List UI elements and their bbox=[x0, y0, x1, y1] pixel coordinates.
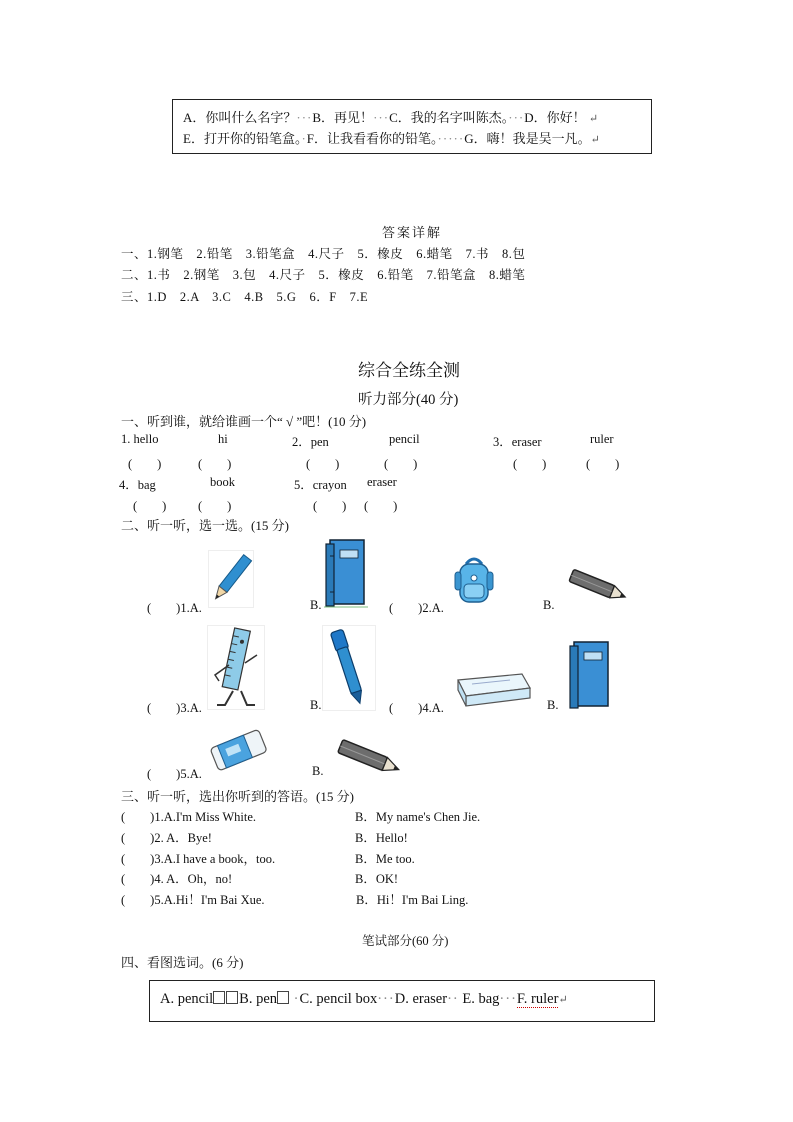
grey-pencil-icon bbox=[330, 736, 410, 780]
eraser-icon bbox=[207, 726, 271, 776]
option-a: A．你叫什么名字？ bbox=[183, 110, 297, 125]
q2-item-5-a[interactable]: ( )5.A. bbox=[147, 767, 202, 781]
pencil-icon bbox=[208, 550, 254, 608]
q1-blank[interactable]: ( ) bbox=[133, 499, 167, 513]
q1-word-pen: 2．pen bbox=[292, 435, 329, 449]
book-icon bbox=[566, 638, 614, 710]
q3-item-1-b[interactable]: B．My name's Chen Jie. bbox=[355, 810, 481, 824]
test-title: 综合全练全测 bbox=[358, 361, 460, 381]
q1-word-book: book bbox=[210, 475, 235, 489]
q3-item-3-b[interactable]: B．Me too. bbox=[355, 852, 415, 866]
q4-option-b: B. pen bbox=[239, 991, 278, 1007]
q4-option-c: C. pencil box bbox=[299, 991, 378, 1007]
q1-blank[interactable]: ( ) bbox=[198, 457, 232, 471]
q1-blank[interactable]: ( ) bbox=[513, 457, 547, 471]
q4-option-d: D. eraser bbox=[394, 991, 448, 1007]
q1-blank[interactable]: ( ) bbox=[306, 457, 340, 471]
q2-item-2-a[interactable]: ( )2.A. bbox=[389, 601, 444, 615]
q1-blank[interactable]: ( ) bbox=[586, 457, 620, 471]
q2-item-4-b[interactable]: B. bbox=[547, 698, 559, 712]
pencil-box-icon bbox=[450, 668, 534, 708]
written-title: 笔试部分(60 分) bbox=[362, 934, 449, 948]
q3-item-5-a[interactable]: ( )5.A.Hi！I'm Bai Xue. bbox=[121, 893, 265, 907]
q1-word-hi: hi bbox=[218, 432, 228, 446]
q2-item-1-a[interactable]: ( )1.A. bbox=[147, 601, 202, 615]
options-line-1: A．你叫什么名字？···B．再见！···C．我的名字叫陈杰。···D．你好！ ↵ bbox=[183, 110, 599, 125]
q4-options-line: A. pencil B. pen ·C. pencil box···D. eraser·· E. bag···F. ruler↵ bbox=[160, 991, 568, 1007]
q2-heading: 二、听一听，选一选。(15 分) bbox=[121, 518, 289, 533]
answers-row-3: 三、1.D 2.A 3.C 4.B 5.G 6．F 7.E bbox=[121, 290, 369, 304]
q1-word-eraser: 3．eraser bbox=[493, 435, 542, 449]
q1-blank[interactable]: ( ) bbox=[198, 499, 232, 513]
q3-item-2-b[interactable]: B．Hello! bbox=[355, 831, 408, 845]
answers-title: 答案详解 bbox=[382, 226, 443, 241]
q4-option-f: F. ruler bbox=[516, 991, 559, 1007]
book-icon bbox=[322, 536, 370, 608]
q3-item-2-a[interactable]: ( )2. A．Bye! bbox=[121, 831, 212, 845]
q1-word-ruler: ruler bbox=[590, 432, 614, 446]
q1-blank[interactable]: ( ) bbox=[128, 457, 162, 471]
q2-item-3-b[interactable]: B. bbox=[310, 698, 322, 712]
pen-icon bbox=[322, 625, 376, 711]
q1-blank[interactable]: ( ) bbox=[384, 457, 418, 471]
q1-word-hello: 1. hello bbox=[121, 432, 159, 446]
q1-heading: 一、听到谁，就给谁画一个“ √ ”吧！(10 分) bbox=[121, 414, 367, 429]
grey-pencil-icon bbox=[563, 566, 635, 608]
q3-item-5-b[interactable]: B．Hi！I'm Bai Ling. bbox=[356, 893, 469, 907]
backpack-icon bbox=[452, 554, 496, 608]
q2-item-2-b[interactable]: B. bbox=[543, 598, 555, 612]
listening-title: 听力部分(40 分) bbox=[358, 392, 459, 408]
q1-blank[interactable]: ( ) bbox=[313, 499, 347, 513]
q3-heading: 三、听一听，选出你听到的答语。(15 分) bbox=[121, 789, 354, 804]
options-line-2: E．打开你的铅笔盒。·F．让我看看你的铅笔。·····G．嗨！我是吴一凡。↵ bbox=[183, 131, 600, 146]
option-c: C．我的名字叫陈杰。 bbox=[389, 110, 509, 125]
q3-item-4-b[interactable]: B．OK! bbox=[355, 872, 399, 886]
answers-row-2: 二、1.书 2.钢笔 3.包 4.尺子 5．橡皮 6.铅笔 7.铅笔盒 8.蜡笔 bbox=[121, 268, 526, 282]
q1-word-crayon: 5．crayon bbox=[294, 478, 347, 492]
q2-item-5-b[interactable]: B. bbox=[312, 764, 324, 778]
option-g: G．嗨！我是吴一凡。 bbox=[464, 131, 591, 146]
ruler-character-icon bbox=[207, 625, 265, 710]
q4-heading: 四、看图选词。(6 分) bbox=[121, 955, 244, 970]
q2-item-1-b[interactable]: B. bbox=[310, 598, 322, 612]
q1-word-eraser-2: eraser bbox=[367, 475, 397, 489]
q4-option-a: A. pencil bbox=[160, 991, 214, 1007]
q3-item-1-a[interactable]: ( )1.A.I'm Miss White. bbox=[121, 810, 256, 824]
option-f: F．让我看看你的铅笔。 bbox=[306, 131, 438, 146]
q3-item-3-a[interactable]: ( )3.A.I have a book，too. bbox=[121, 852, 276, 866]
q1-word-bag: 4．bag bbox=[119, 478, 156, 492]
option-b: B．再见！ bbox=[312, 110, 374, 125]
q1-word-pencil: pencil bbox=[389, 432, 420, 446]
q2-item-4-a[interactable]: ( )4.A. bbox=[389, 701, 444, 715]
q1-blank[interactable]: ( ) bbox=[364, 499, 398, 513]
q3-item-4-a[interactable]: ( )4. A．Oh，no! bbox=[121, 872, 233, 886]
q4-option-e: E. bag bbox=[462, 991, 500, 1007]
answers-row-1: 一、1.钢笔 2.铅笔 3.铅笔盒 4.尺子 5．橡皮 6.蜡笔 7.书 8.包 bbox=[121, 247, 526, 261]
q2-item-3-a[interactable]: ( )3.A. bbox=[147, 701, 202, 715]
option-e: E．打开你的铅笔盒。 bbox=[183, 131, 302, 146]
option-d: D．你好！ bbox=[524, 110, 586, 125]
